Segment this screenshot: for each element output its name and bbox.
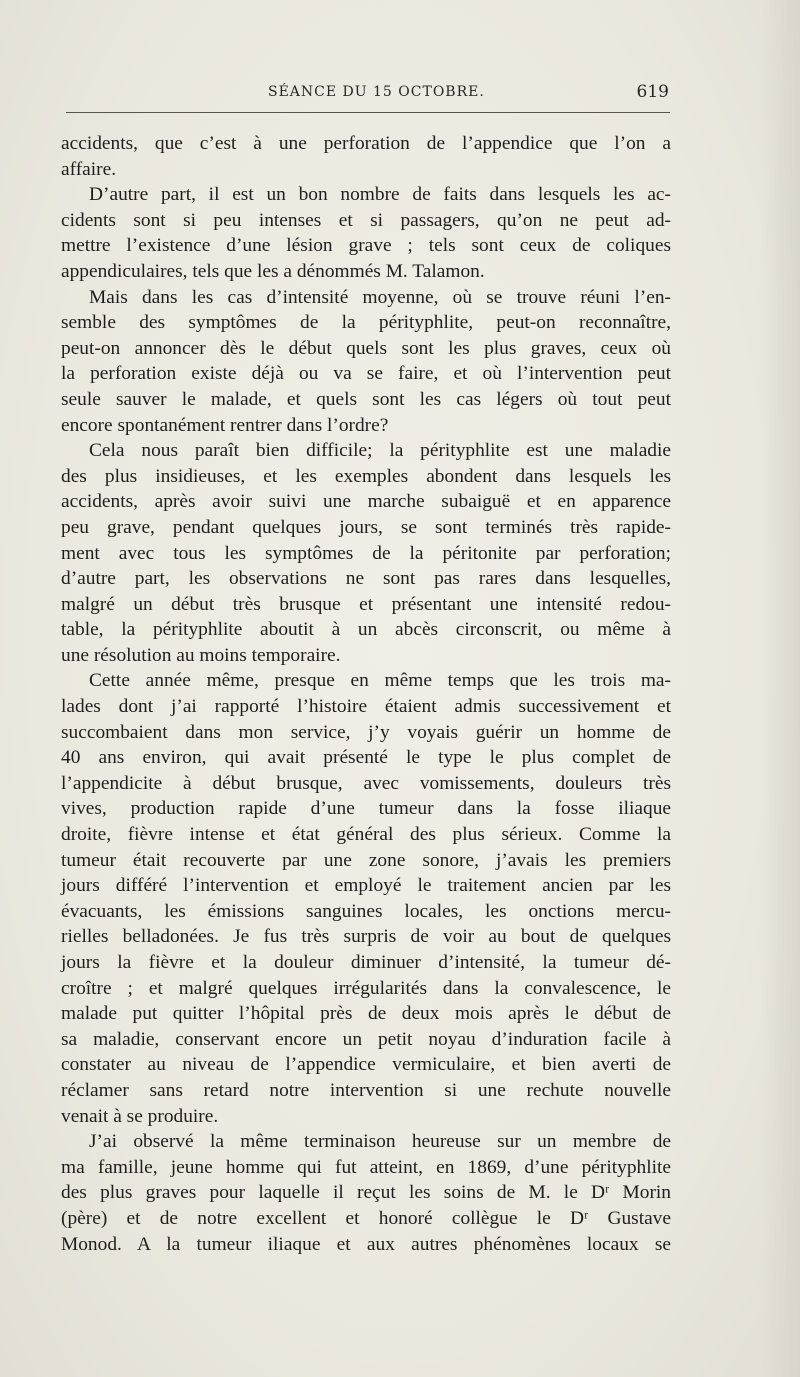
text-line: ma famille, jeune homme qui fut atteint, en 1869, d’une pérityphlite	[61, 1156, 671, 1178]
text-line: Cette année même, presque en même temps que les trois ma-	[89, 670, 671, 692]
text-line: 40 ans environ, qui avait présenté le type le plus complet de	[61, 747, 671, 769]
text-line: succombaient dans mon service, j’y voyais guérir un homme de	[61, 721, 671, 743]
text-line: venait à se produire.	[61, 1105, 219, 1127]
text-line: jours la fièvre et la douleur diminuer d’intensité, la tumeur dé-	[61, 952, 671, 973]
header-rule	[66, 112, 670, 113]
body-text	[61, 131, 671, 1257]
text-line: ment avec tous les symptômes de la péritonite par perforation;	[61, 542, 671, 564]
text-line: l’appendicite à début brusque, avec vomissements, douleurs très	[61, 772, 671, 794]
text-line: d’autre part, les observations ne sont pas rares dans lesquelles,	[61, 568, 671, 590]
text-line: la perforation existe déjà ou va se faire, et où l’intervention peut	[61, 363, 671, 385]
text-line: des plus graves pour laquelle il reçut les soins de M. le Dʳ Morin	[61, 1182, 671, 1204]
text-line: appendiculaires, tels que les a dénommés M. Talamon.	[61, 260, 485, 282]
text-line: Monod. A la tumeur iliaque et aux autres phénomènes locaux se	[61, 1233, 671, 1255]
text-line: table, la pérityphlite aboutit à un abcès circonscrit, ou même à	[61, 619, 671, 641]
text-line: peu grave, pendant quelques jours, se sont terminés très rapide-	[61, 516, 671, 538]
text-line: semble des symptômes de la pérityphlite, peut-on reconnaître,	[61, 312, 671, 334]
text-line: J’ai observé la même terminaison heureuse sur un membre de	[89, 1131, 671, 1153]
text-line: accidents, après avoir suivi une marche subaiguë et en apparence	[61, 491, 671, 513]
text-line: rielles belladonées. Je fus très surpris de voir au bout de quelques	[61, 926, 671, 948]
text-line: réclamer sans retard notre intervention si une rechute nouvelle	[61, 1079, 671, 1101]
text-line: D’autre part, il est un bon nombre de faits dans lesquels les ac-	[89, 184, 671, 206]
text-line: Cela nous paraît bien difficile; la pérityphlite est une maladie	[89, 440, 671, 462]
running-title: SÉANCE DU 15 OCTOBRE.	[268, 84, 485, 100]
text-line: (père) et de notre excellent et honoré collègue le Dʳ Gustave	[61, 1207, 671, 1229]
page-header	[60, 80, 671, 106]
text-line: lades dont j’ai rapporté l’histoire étaient admis successivement et	[61, 696, 671, 718]
text-line: malgré un début très brusque et présentant une intensité redou-	[61, 593, 671, 615]
text-line: Mais dans les cas d’intensité moyenne, où se trouve réuni l’en-	[89, 286, 671, 308]
text-line: droite, fièvre intense et état général des plus sérieux. Comme la	[61, 824, 671, 846]
text-line: une résolution au moins temporaire.	[61, 644, 341, 666]
text-line: des plus insidieuses, et les exemples abondent dans lesquels les	[61, 465, 671, 487]
text-line: tumeur était recouverte par une zone sonore, j’avais les premiers	[61, 849, 671, 871]
text-line: accidents, que c’est à une perforation de l’appendice que l’on a	[61, 133, 671, 154]
text-line: cidents sont si peu intenses et si passagers, qu’on ne peut ad-	[61, 209, 671, 231]
text-line: évacuants, les émissions sanguines locales, les onctions mercu-	[61, 900, 671, 922]
text-line: croître ; et malgré quelques irrégularités dans la convalescence, le	[61, 977, 671, 999]
text-line: encore spontanément rentrer dans l’ordre?	[61, 414, 389, 436]
text-line: seule sauver le malade, et quels sont les cas légers où tout peut	[61, 388, 671, 410]
text-line: constater au niveau de l’appendice vermiculaire, et bien averti de	[61, 1054, 671, 1076]
text-line: peut-on annoncer dès le début quels sont les plus graves, ceux où	[61, 337, 671, 359]
text-line: malade put quitter l’hôpital près de deux mois après le début de	[61, 1003, 671, 1025]
page-number: 619	[636, 82, 669, 102]
text-line: jours différé l’intervention et employé le traitement ancien par les	[61, 875, 671, 897]
text-line: affaire.	[61, 158, 117, 180]
page-edge-shadow	[760, 0, 800, 1377]
text-line: sa maladie, conservant encore un petit noyau d’induration facile à	[61, 1028, 671, 1050]
text-line: mettre l’existence d’une lésion grave ; tels sont ceux de coliques	[61, 235, 671, 257]
text-line: vives, production rapide d’une tumeur dans la fosse iliaque	[61, 798, 671, 820]
